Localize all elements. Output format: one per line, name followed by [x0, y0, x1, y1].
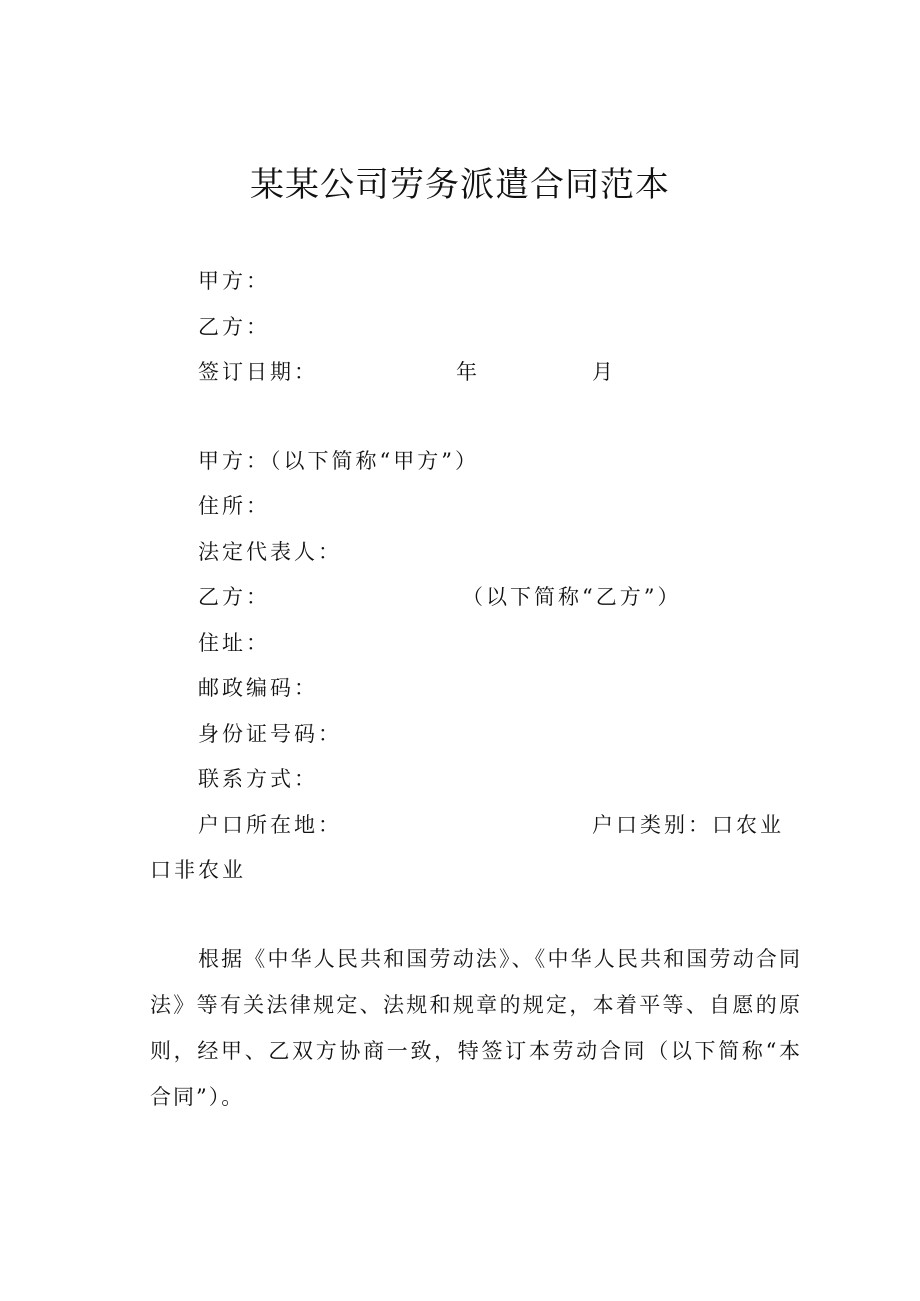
party-b-abbrev: （以下简称“乙方”）: [462, 585, 682, 609]
party-b-id-number: 身份证号码：: [198, 722, 342, 746]
party-b-line: 乙方：: [198, 315, 270, 339]
sign-date-year: 年: [456, 360, 480, 384]
party-b-hukou-type: 户口类别：口农业: [592, 813, 784, 837]
sign-date-month: 月: [592, 360, 616, 384]
party-b-hukou-location: 户口所在地：: [198, 813, 342, 837]
party-b-info-label: 乙方：: [198, 585, 270, 609]
intro-paragraph: 根据《中华人民共和国劳动法》、《中华人民共和国劳动合同法》等有关法律规定、法规和规章的规定，本着平等、自愿的原则，经甲、乙双方协商一致，特签订本劳动合同（以下简称“本合同”）。: [150, 947, 802, 1109]
party-a-legal-rep: 法定代表人：: [198, 540, 342, 564]
document-title: 某某公司劳务派遣合同范本: [250, 165, 670, 205]
party-a-info-label: 甲方：（以下简称“甲方”）: [198, 449, 479, 473]
party-b-hukou-type-cont: 口非农业: [150, 858, 246, 882]
party-b-postcode: 邮政编码：: [198, 676, 318, 700]
party-a-line: 甲方：: [198, 269, 270, 293]
party-b-address: 住址：: [198, 631, 270, 655]
party-a-address: 住所：: [198, 494, 270, 518]
sign-date-label: 签订日期：: [198, 360, 318, 384]
party-b-contact: 联系方式：: [198, 767, 318, 791]
